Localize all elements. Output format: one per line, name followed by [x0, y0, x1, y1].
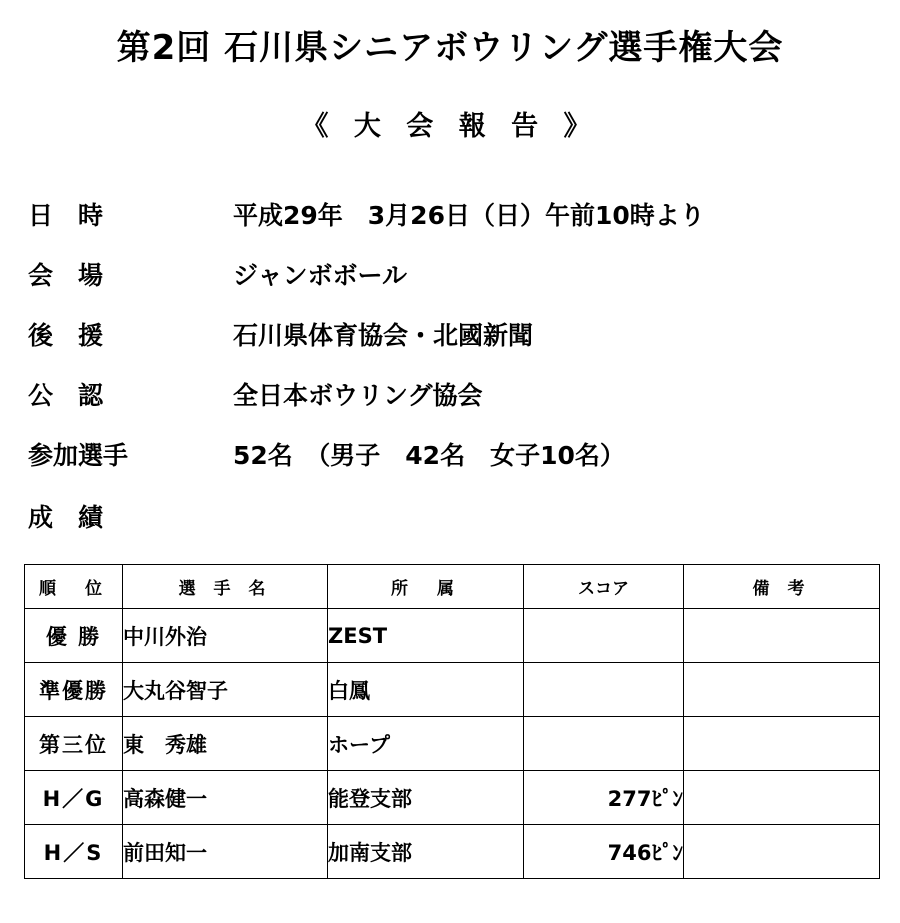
- club-cell: ZEST: [328, 609, 524, 663]
- rank-cell: 第三位: [25, 717, 123, 771]
- header-club: 所 属: [328, 565, 524, 609]
- player-cell: 大丸谷智子: [123, 663, 328, 717]
- score-cell: [524, 609, 684, 663]
- info-label: 参加選手: [28, 441, 129, 470]
- info-label: 後 援: [28, 321, 104, 350]
- note-cell: [684, 717, 880, 771]
- header-player: 選 手 名: [123, 565, 328, 609]
- score-cell: [524, 663, 684, 717]
- club-cell: 加南支部: [328, 825, 524, 879]
- score-cell: [524, 717, 684, 771]
- header-rank: 順 位: [25, 565, 123, 609]
- info-row-datetime: [0, 196, 900, 236]
- info-row-sponsor: [0, 316, 900, 356]
- player-cell: 東 秀雄: [123, 717, 328, 771]
- info-row-venue: [0, 256, 900, 296]
- player-cell: 高森健一: [123, 771, 328, 825]
- club-cell: ホープ: [328, 717, 524, 771]
- club-cell: 白鳳: [328, 663, 524, 717]
- table-row: [25, 609, 880, 663]
- info-value: 平成29年 3月26日（日）午前10時より: [233, 201, 705, 230]
- note-cell: [684, 771, 880, 825]
- rank-cell: H／G: [25, 771, 123, 825]
- table-row: [25, 663, 880, 717]
- info-label: 公 認: [28, 381, 104, 410]
- note-cell: [684, 663, 880, 717]
- info-label: 日 時: [28, 201, 104, 230]
- player-cell: 前田知一: [123, 825, 328, 879]
- rank-cell: 準優勝: [25, 663, 123, 717]
- info-row-participants: [0, 436, 900, 476]
- club-cell: 能登支部: [328, 771, 524, 825]
- score-cell: 277ﾋﾟﾝ: [524, 771, 684, 825]
- results-table: [24, 564, 880, 879]
- info-value: ジャンボボール: [233, 261, 408, 290]
- header-note: 備 考: [684, 565, 880, 609]
- report-title: 第2回 石川県シニアボウリング選手権大会: [116, 28, 784, 68]
- info-row-results: [0, 498, 900, 538]
- rank-cell: H／S: [25, 825, 123, 879]
- player-cell: 中川外治: [123, 609, 328, 663]
- note-cell: [684, 825, 880, 879]
- header-score: スコア: [524, 565, 684, 609]
- info-value: 石川県体育協会・北國新聞: [233, 321, 534, 350]
- table-header-row: [25, 565, 880, 609]
- info-value: 52名 （男子 42名 女子10名）: [233, 441, 625, 470]
- info-value: 全日本ボウリング協会: [233, 381, 483, 410]
- score-cell: 746ﾋﾟﾝ: [524, 825, 684, 879]
- note-cell: [684, 609, 880, 663]
- report-subtitle: 《 大 会 報 告 》: [301, 111, 599, 142]
- info-row-sanction: [0, 376, 900, 416]
- table-row: [25, 771, 880, 825]
- table-row: [25, 825, 880, 879]
- rank-cell: 優 勝: [25, 609, 123, 663]
- info-label: 成 績: [28, 503, 104, 532]
- info-label: 会 場: [28, 261, 104, 290]
- table-row: [25, 717, 880, 771]
